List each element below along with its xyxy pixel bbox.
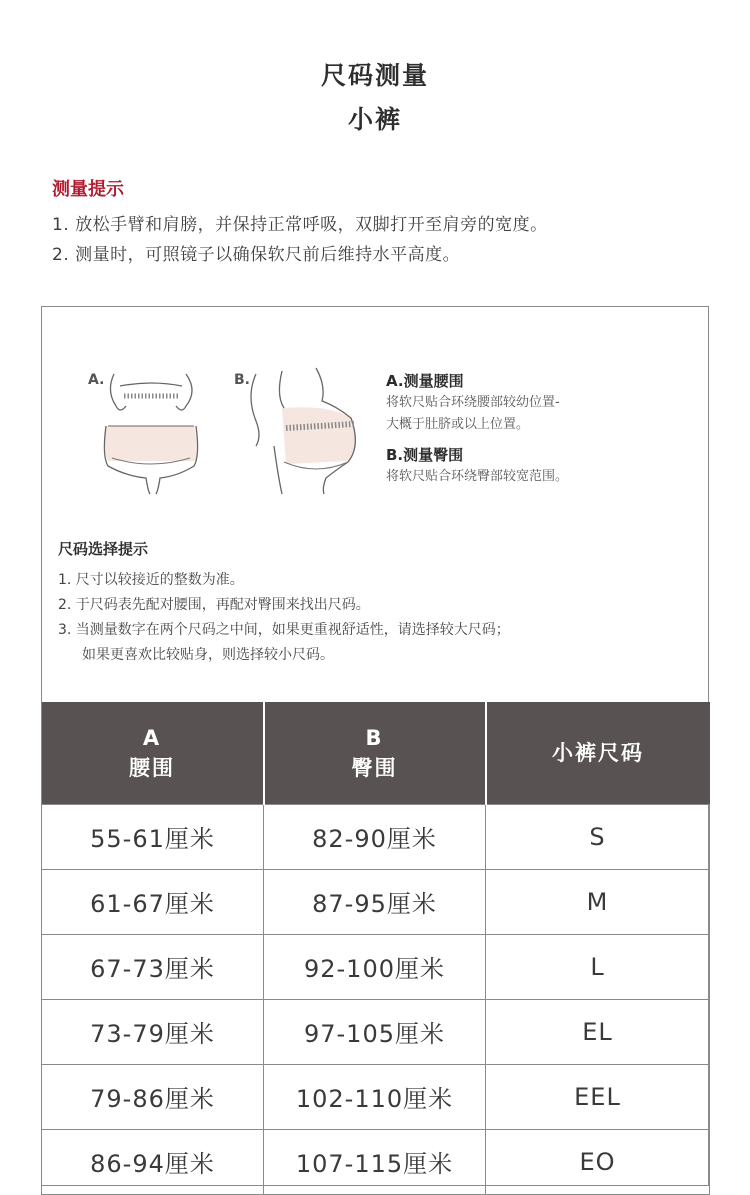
waist-column-label: 腰围 [129,755,175,780]
size-chart-table [41,702,710,1195]
tips-heading: 测量提示 [52,179,124,200]
hip-measure-desc: 将软尺贴合环绕臀部较宽范围。 [386,469,569,484]
hip-cell: 107-115厘米 [264,1129,486,1194]
size-column-label: 小裤尺码 [552,740,644,765]
hip-cell: 82-90厘米 [264,804,486,869]
hip-column-label: 臀围 [351,755,398,780]
page-title: 尺码测量 [320,61,429,90]
table-row [42,1064,710,1129]
size-cell: L [486,934,710,999]
table-row [42,934,710,999]
waist-cell: 79-86厘米 [42,1064,264,1129]
size-cell: M [486,869,710,934]
table-row [42,869,710,934]
hip-cell: 97-105厘米 [264,999,486,1064]
tips-item: 2. 测量时，可照镜子以确保软尺前后维持水平高度。 [52,245,461,265]
selection-item: 3. 当测量数字在两个尺码之中间，如果更重视舒适性，请选择较大尺码； [58,622,510,638]
waist-cell: 73-79厘米 [42,999,264,1064]
hip-cell: 87-95厘米 [264,869,486,934]
waist-cell: 55-61厘米 [42,804,264,869]
size-selection-heading: 尺码选择提示 [58,540,149,558]
selection-item: 1. 尺寸以较接近的整数为准。 [58,572,244,588]
waist-cell: 61-67厘米 [42,869,264,934]
size-cell: EEL [486,1064,710,1129]
table-row [42,1129,710,1194]
tips-item: 1. 放松手臂和肩膀，并保持正常呼吸，双脚打开至肩旁的宽度。 [52,215,548,235]
waist-column-letter: A [142,725,162,750]
waist-cell: 67-73厘米 [42,934,264,999]
measurement-figures-icon [86,366,361,496]
size-cell: EL [486,999,710,1064]
size-cell: EO [486,1129,710,1194]
table-row [42,804,710,869]
measurement-instructions [386,370,568,488]
hip-column-letter: B [365,725,384,750]
tips-list [52,210,548,270]
hip-column-header [264,702,486,804]
size-column-header [486,702,710,804]
waist-measure-title: A.测量腰围 [386,372,464,390]
waist-measure-desc: 大概于肚脐或以上位置。 [386,417,530,432]
table-row [42,999,710,1064]
selection-item: 如果更喜欢比较贴身，则选择较小尺码。 [82,647,334,663]
hip-cell: 102-110厘米 [264,1064,486,1129]
selection-item: 2. 于尺码表先配对腰围，再配对臀围来找出尺码。 [58,597,370,613]
hip-cell: 92-100厘米 [264,934,486,999]
page-subtitle: 小裤 [347,105,402,134]
figure-b-label: B. [234,372,250,388]
measurement-illustration [86,366,361,496]
size-selection-list [58,568,510,668]
table-header-row [42,702,710,804]
hip-measure-title: B.测量臀围 [386,446,464,464]
waist-measure-desc: 将软尺贴合环绕腰部较幼位置- [386,395,560,410]
figure-a-label: A. [88,372,105,388]
waist-cell: 86-94厘米 [42,1129,264,1194]
size-cell: S [486,804,710,869]
waist-column-header [42,702,264,804]
